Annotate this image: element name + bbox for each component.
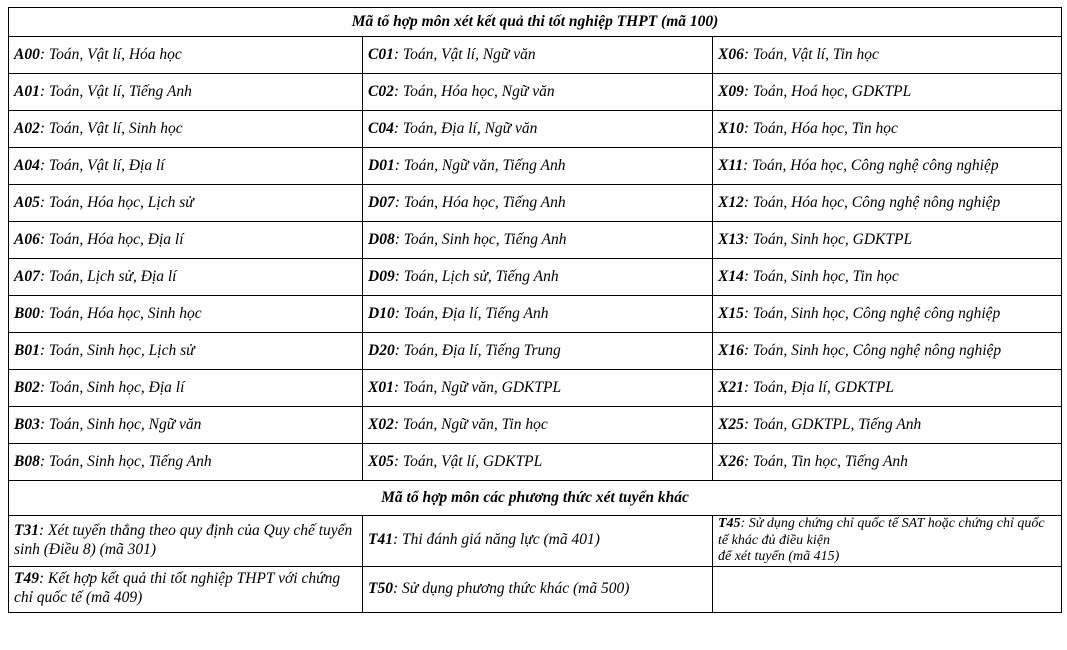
combination-cell — [363, 74, 713, 111]
combination-subjects: : Toán, Hóa học, Tiếng Anh — [394, 193, 566, 211]
cell-t41 — [363, 516, 713, 567]
combination-cell — [713, 185, 1062, 222]
combination-cell — [9, 407, 363, 444]
combination-code: A04 — [14, 156, 40, 174]
combination-subjects: : Toán, Lịch sử, Địa lí — [39, 267, 177, 285]
combination-subjects: : Toán, Hóa học, Công nghệ công nghiệp — [742, 156, 999, 174]
combination-cell — [363, 259, 713, 296]
combination-subjects: : Toán, Sinh học, Địa lí — [39, 378, 185, 396]
combination-subjects: : Toán, Ngữ văn, GDKTPL — [393, 378, 562, 396]
table-row — [9, 370, 1062, 407]
table-row — [9, 185, 1062, 222]
table-row — [9, 516, 1062, 567]
table-row — [9, 111, 1062, 148]
combination-subjects: : Toán, Vật lí, Tiếng Anh — [39, 82, 192, 100]
combination-cell — [713, 296, 1062, 333]
combination-subjects: : Toán, Tin học, Tiếng Anh — [743, 452, 908, 470]
table-row — [9, 37, 1062, 74]
combination-code: X12 — [718, 193, 744, 211]
combination-cell — [9, 222, 363, 259]
combination-code: B01 — [14, 341, 40, 359]
combination-cell — [713, 444, 1062, 481]
combination-subjects: : Toán, Hóa học, Công nghệ nông nghiệp — [743, 193, 1001, 211]
combination-subjects: : Toán, Sinh học, Tiếng Anh — [394, 230, 567, 248]
combination-code: C01 — [368, 45, 394, 63]
combination-cell — [713, 370, 1062, 407]
combination-cell — [9, 37, 363, 74]
combination-code: X25 — [718, 415, 744, 433]
combination-subjects: : Toán, Hóa học, Địa lí — [39, 230, 184, 248]
combination-cell — [9, 370, 363, 407]
table-row — [9, 566, 1062, 612]
combination-cell — [9, 259, 363, 296]
combination-code: C04 — [368, 119, 394, 137]
text-t31: : Xét tuyển thẳng theo quy định của Quy chế tuyển sinh (Điều 8) (mã 301) — [14, 522, 353, 558]
combination-code: B03 — [14, 415, 40, 433]
combination-cell — [713, 222, 1062, 259]
table-row — [9, 407, 1062, 444]
combination-cell — [713, 111, 1062, 148]
combination-cell — [713, 407, 1062, 444]
combination-code: B00 — [14, 304, 40, 322]
combination-code: D10 — [368, 304, 395, 322]
table-row — [9, 259, 1062, 296]
combination-subjects: : Toán, Vật lí, Tin học — [743, 45, 879, 63]
combination-cell — [363, 185, 713, 222]
combination-code: A06 — [14, 230, 40, 248]
text-t41: : Thi đánh giá năng lực (mã 401) — [392, 531, 600, 549]
table-row — [9, 222, 1062, 259]
combination-code: A02 — [14, 119, 40, 137]
combination-code: B08 — [14, 452, 40, 470]
text-t49: : Kết hợp kết quả thi tốt nghiệp THPT với chứng chỉ quốc tế (mã 409) — [14, 570, 341, 607]
combination-subjects: : Toán, Hóa học, Sinh học — [39, 304, 202, 322]
combination-subjects: : Toán, Ngữ văn, Tin học — [393, 415, 548, 433]
header-row-main — [9, 8, 1062, 37]
combination-subjects: : Toán, Vật lí, GDKTPL — [393, 452, 543, 470]
combination-cell — [713, 74, 1062, 111]
combination-cell — [9, 185, 363, 222]
table-row — [9, 148, 1062, 185]
table-row — [9, 74, 1062, 111]
combination-cell — [363, 148, 713, 185]
code-t45: T45 — [718, 516, 741, 531]
header-main: Mã tổ hợp môn xét kết quả thi tốt nghiệp THPT (mã 100) — [9, 8, 1062, 37]
combination-cell — [363, 444, 713, 481]
combination-code: X14 — [718, 267, 744, 285]
combination-code: X13 — [718, 230, 744, 248]
combination-cell — [713, 37, 1062, 74]
combination-code: A05 — [14, 193, 40, 211]
code-t41: T41 — [368, 531, 393, 549]
header-row-other — [9, 481, 1062, 516]
combination-subjects: : Toán, Vật lí, Hóa học — [39, 45, 182, 63]
combination-cell — [9, 333, 363, 370]
combination-subjects: : Toán, Vật lí, Sinh học — [39, 119, 183, 137]
combination-code: X09 — [718, 82, 744, 100]
combination-subjects: : Toán, Vật lí, Ngữ văn — [393, 45, 536, 63]
code-t49: T49 — [14, 570, 39, 588]
cell-t49 — [9, 566, 363, 612]
combination-code: B02 — [14, 378, 40, 396]
combination-subjects: : Toán, Sinh học, Ngữ văn — [39, 415, 202, 433]
combination-subjects: : Toán, Sinh học, Công nghệ công nghiệp — [743, 304, 1001, 322]
combination-code: A07 — [14, 267, 40, 285]
combination-subjects: : Toán, Hóa học, Lịch sử — [39, 193, 194, 211]
combination-cell — [363, 333, 713, 370]
text-t45-b: để xét tuyển (mã 415) — [718, 549, 840, 565]
combination-subjects: : Toán, Địa lí, Ngữ văn — [393, 119, 538, 137]
combination-code: D09 — [368, 267, 395, 285]
combination-subjects: : Toán, Sinh học, Lịch sử — [39, 341, 195, 359]
code-t50: T50 — [368, 579, 393, 597]
cell-empty — [713, 566, 1062, 612]
combination-cell — [713, 259, 1062, 296]
combination-cell — [9, 148, 363, 185]
combination-subjects: : Toán, GDKTPL, Tiếng Anh — [743, 415, 922, 433]
combination-code: X16 — [718, 341, 744, 359]
combination-cell — [9, 444, 363, 481]
cell-t31 — [9, 516, 363, 567]
combination-subjects: : Toán, Địa lí, Tiếng Anh — [394, 304, 549, 322]
combination-subjects: : Toán, Vật lí, Địa lí — [39, 156, 165, 174]
combination-code: X21 — [718, 378, 744, 396]
combination-code: X02 — [368, 415, 394, 433]
combination-cell — [713, 148, 1062, 185]
cell-t50 — [363, 566, 713, 612]
combination-code: X05 — [368, 452, 394, 470]
combination-cell — [713, 333, 1062, 370]
table-row — [9, 296, 1062, 333]
combination-code: D20 — [368, 341, 395, 359]
combination-table — [8, 7, 1062, 613]
combination-subjects: : Toán, Sinh học, Tiếng Anh — [39, 452, 212, 470]
combination-code: X15 — [718, 304, 744, 322]
combination-subjects: : Toán, Sinh học, Tin học — [743, 267, 899, 285]
text-t45-a: : Sử dụng chứng chỉ quốc tế SAT hoặc chứng chỉ quốc tế khác đủ điều kiện — [718, 516, 1045, 548]
combination-code: X26 — [718, 452, 744, 470]
combination-code: A01 — [14, 82, 40, 100]
combination-cell — [363, 407, 713, 444]
combination-cell — [9, 111, 363, 148]
combination-code: D07 — [368, 193, 395, 211]
combination-subjects: : Toán, Sinh học, GDKTPL — [743, 230, 913, 248]
combination-code: D01 — [368, 156, 395, 174]
combination-code: C02 — [368, 82, 394, 100]
table-row — [9, 444, 1062, 481]
combination-subjects: : Toán, Hóa học, Ngữ văn — [393, 82, 555, 100]
combination-cell — [9, 74, 363, 111]
table-row — [9, 333, 1062, 370]
combination-subjects: : Toán, Địa lí, GDKTPL — [743, 378, 894, 396]
combination-cell — [363, 111, 713, 148]
combination-cell — [363, 296, 713, 333]
combination-code: D08 — [368, 230, 395, 248]
combination-subjects: : Toán, Hóa học, Tin học — [743, 119, 898, 137]
code-t31: T31 — [14, 522, 39, 540]
table-body — [9, 8, 1062, 613]
combination-cell — [363, 37, 713, 74]
combination-subjects: : Toán, Hoá học, GDKTPL — [743, 82, 912, 100]
combination-cell — [9, 296, 363, 333]
combination-code: X06 — [718, 45, 744, 63]
combination-code: X10 — [718, 119, 744, 137]
combination-subjects: : Toán, Lịch sử, Tiếng Anh — [394, 267, 559, 285]
combination-subjects: : Toán, Sinh học, Công nghệ nông nghiệp — [743, 341, 1002, 359]
combination-subjects: : Toán, Địa lí, Tiếng Trung — [394, 341, 561, 359]
combination-code: X11 — [718, 156, 743, 174]
cell-t45 — [713, 516, 1062, 567]
text-t50: : Sử dụng phương thức khác (mã 500) — [392, 579, 630, 597]
combination-code: X01 — [368, 378, 394, 396]
combination-cell — [363, 222, 713, 259]
combination-subjects: : Toán, Ngữ văn, Tiếng Anh — [394, 156, 566, 174]
combination-code: A00 — [14, 45, 40, 63]
combination-cell — [363, 370, 713, 407]
header-other: Mã tổ hợp môn các phương thức xét tuyển khác — [9, 481, 1062, 516]
